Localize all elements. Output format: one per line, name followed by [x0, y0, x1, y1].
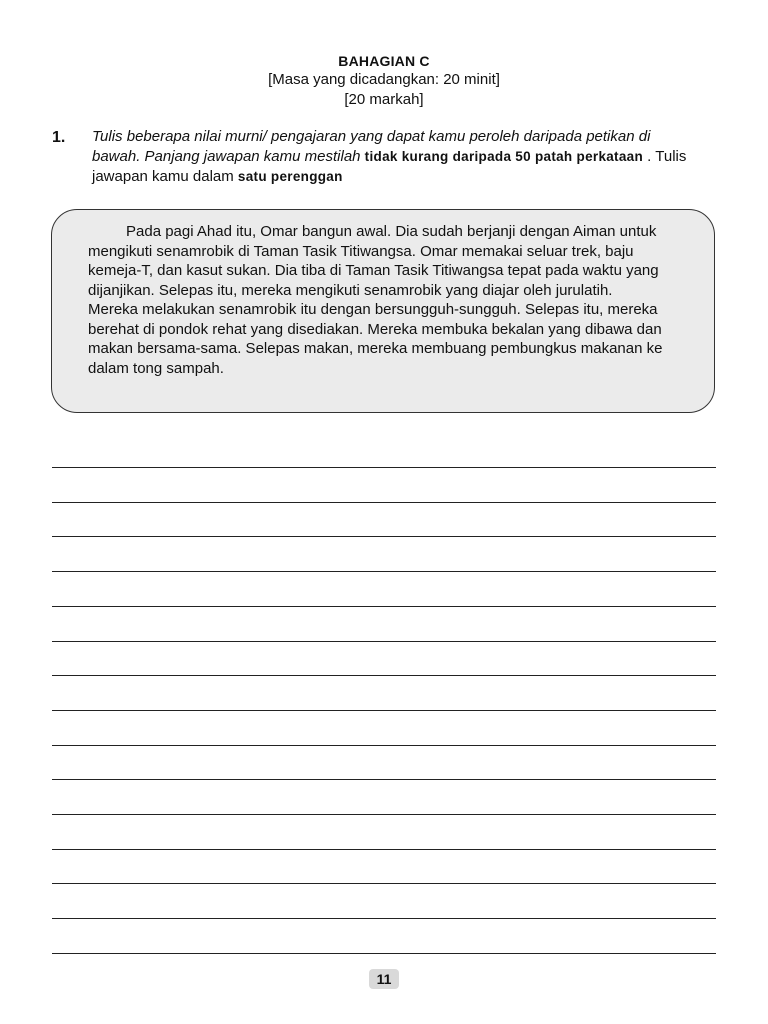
answer-line[interactable] — [52, 536, 716, 537]
answer-line[interactable] — [52, 814, 716, 815]
total-marks: [20 markah] — [344, 91, 424, 108]
answer-line[interactable] — [52, 849, 716, 850]
question-text — [92, 127, 692, 187]
answer-line[interactable] — [52, 675, 716, 676]
answer-line[interactable] — [52, 710, 716, 711]
instruction-write: . Tulis jawapan kamu dalam — [92, 148, 687, 185]
suggested-time: [Masa yang dicadangkan: 20 minit] — [268, 71, 500, 88]
instruction-min-words: tidak kurang daripada 50 patah perkataan — [364, 149, 644, 164]
answer-line[interactable] — [52, 606, 716, 607]
section-header — [0, 52, 768, 110]
passage-text: Pada pagi Ahad itu, Omar bangun awal. Dia sudah berjanji dengan Aiman untuk mengikuti senamrobik di Taman Tasik Titiwangsa. Omar memakai seluar trek, baju kemeja-T, dan kasut sukan. Dia tiba di Taman Tasik Titiwangsa tepat pada waktu yang dijanjikan. Selepas itu, mereka mengikuti senamrobik yang diajar oleh jurulatih. Mereka melakukan senamrobik itu dengan bersungguh-sungguh. Selepas itu, mereka berehat di pondok rehat yang disediakan. Mereka membuka bekalan yang dibawa dan makan bersama-sama. Selepas makan, mereka membuang pembungkus makanan ke dalam tong sampah. — [88, 223, 663, 377]
answer-line[interactable] — [52, 883, 716, 884]
passage-box — [51, 209, 715, 413]
answer-line[interactable] — [52, 745, 716, 746]
answer-line[interactable] — [52, 571, 716, 572]
page-number: 11 — [369, 969, 399, 989]
section-title: BAHAGIAN C — [338, 53, 430, 69]
answer-line[interactable] — [52, 467, 716, 468]
answer-line[interactable] — [52, 641, 716, 642]
question-number: 1. — [52, 129, 66, 146]
instruction-one-paragraph: satu perenggan — [237, 169, 343, 184]
answer-line[interactable] — [52, 918, 716, 919]
instruction-italic: Tulis beberapa nilai murni/ pengajaran yang dapat kamu peroleh daripada petikan di bawah. Panjang jawapan kamu mestilah — [92, 128, 651, 165]
answer-line[interactable] — [52, 779, 716, 780]
answer-line[interactable] — [52, 953, 716, 954]
answer-line[interactable] — [52, 502, 716, 503]
